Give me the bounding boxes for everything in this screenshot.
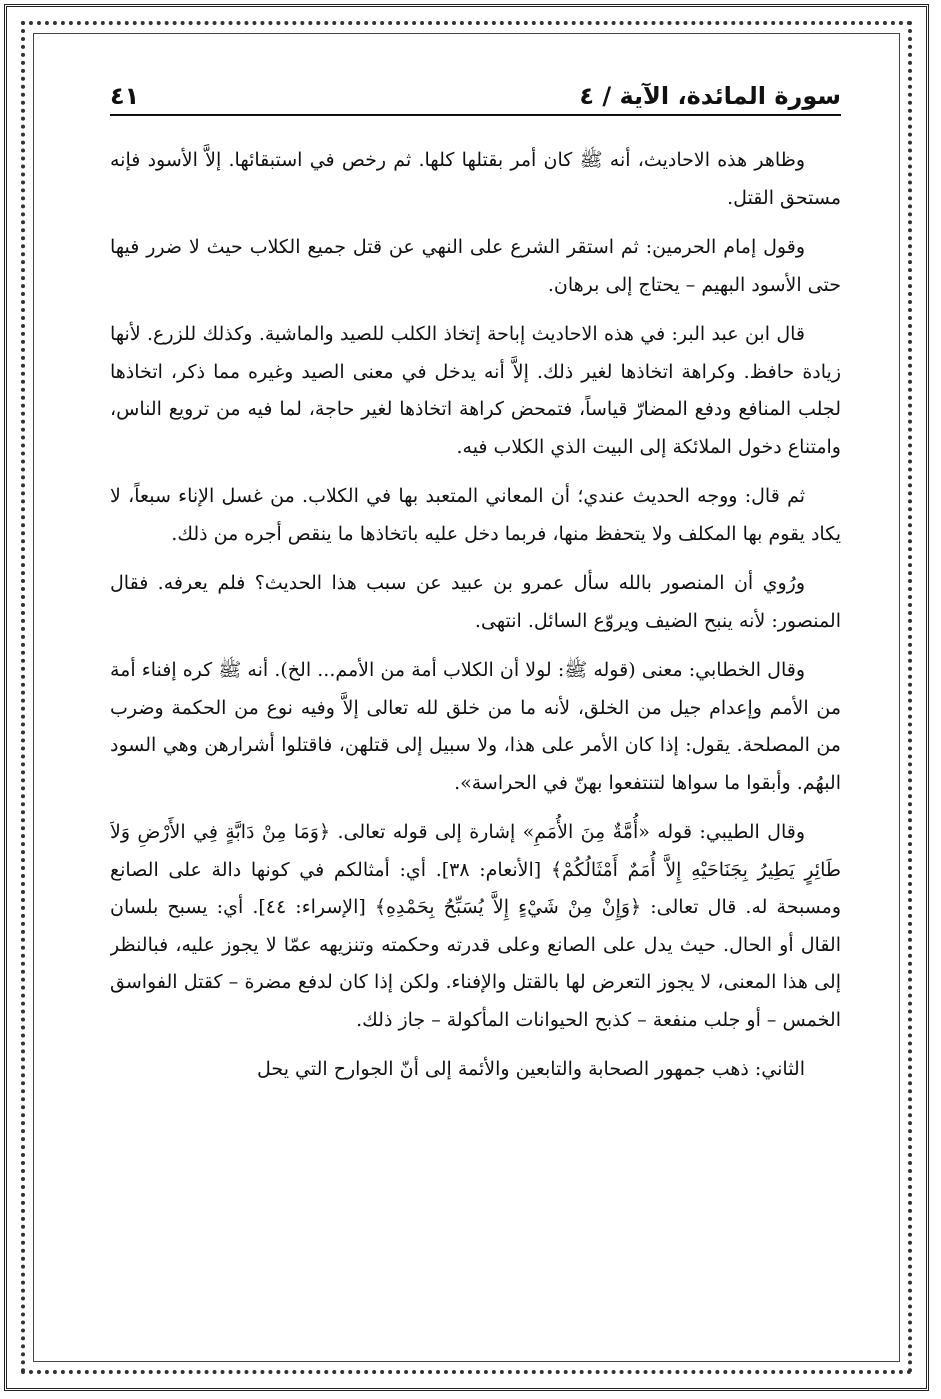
paragraph: وقول إمام الحرمين: ثم استقر الشرع على النهي عن قتل جميع الكلاب حيث لا ضرر فيها حتى الأسود البهيم – يحتاج إلى برهان. [110, 236, 841, 296]
paragraph: وقال الطيبي: قوله «أُمَّةٌ مِنَ الأُمَمِ» إشارة إلى قوله تعالى. ﴿وَمَا مِنْ دَابَّةٍ فِي الأَرْضِ وَلاَ طَائِرٍ يَطِيرُ بِجَنَاحَيْهِ إِلاَّ أُمَمٌ أَمْثَالُكُمْ﴾ [الأنعام: ٣٨]. أي: أمثالكم في كونها دالة على الصانع ومسبحة له. قال تعالى: ﴿وَإِنْ مِنْ شَيْءٍ إِلاَّ يُسَبِّحُ بِحَمْدِهِ﴾ [الإسراء: ٤٤]. أي: يسبح بلسان القال أو الحال. حيث يدل على الصانع وعلى قدرته وحكمته وتنزيهه عمّا لا يجوز عليه، فبالنظر إلى هذا المعنى، لا يجوز التعرض لها بالقتل والإفناء. ولكن إذا كان لدفع مضرة – كقتل الفواسق الخمس – أو جلب منفعة – كذبح الحيوانات المأكولة – جاز ذلك. [110, 821, 841, 1031]
paragraph: وقال الخطابي: معنى (قوله ﷺ: لولا أن الكلاب أمة من الأمم... الخ). أنه ﷺ كره إفناء أمة من الأمم وإعدام جيل من الخلق، لأنه ما من خلق لله تعالى إلاَّ وفيه نوع من الحكمة وضرب من المصلحة. يقول: إذا كان الأمر على هذا، ولا سبيل إلى قتلهن، فاقتلوا أشرارهن وهي السود البهُم. وأبقوا ما سواها لتنتفعوا بهنّ في الحراسة». [110, 659, 841, 794]
paragraph: وظاهر هذه الاحاديث، أنه ﷺ كان أمر بقتلها كلها. ثم رخص في استبقائها. إلاَّ الأسود فإنه مستحق القتل. [110, 149, 841, 209]
running-header [110, 76, 841, 116]
paragraph: ورُوي أن المنصور بالله سأل عمرو بن عبيد عن سبب هذا الحديث؟ فلم يعرفه. فقال المنصور: لأنه ينبح الضيف ويروّع السائل. انتهى. [110, 572, 841, 632]
paragraph: قال ابن عبد البر: في هذه الاحاديث إباحة إتخاذ الكلب للصيد والماشية. وكذلك للزرع. لأنها زيادة حافظ. وكراهة اتخاذها لغير ذلك. إلاَّ أنه يدخل في معنى الصيد وغيره مما ذكر، اتخاذها لجلب المنافع ودفع المضارّ قياساً، فتمحض كراهة اتخاذها لغير حاجة، لما فيه من ترويع الناس، وامتناع دخول الملائكة إلى البيت الذي الكلاب فيه. [110, 323, 841, 458]
page-number: ٤١ [110, 82, 140, 110]
paragraph: الثاني: ذهب جمهور الصحابة والتابعين والأئمة إلى أنّ الجوارح التي يحل [257, 1058, 805, 1080]
chapter-title: سورة المائدة، الآية / ٤ [579, 82, 841, 110]
page-body [110, 138, 841, 1329]
paragraph: ثم قال: ووجه الحديث عندي؛ أن المعاني المتعبد بها في الكلاب. من غسل الإناء سبعاً، لا يكاد يقوم بها المكلف ولا يتحفظ منها، فربما دخل عليه باتخاذها ما ينقص أجره من ذلك. [110, 485, 841, 545]
